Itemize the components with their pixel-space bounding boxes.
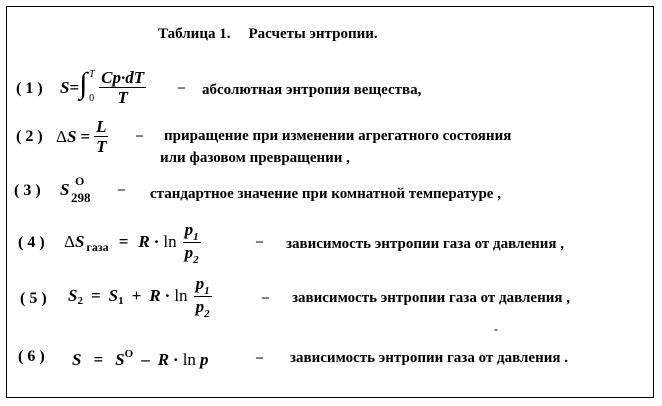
row-4-subscript: газа <box>86 239 109 254</box>
row-5-equals: = <box>90 286 101 305</box>
row-2-description-line2: или фазовом превращении , <box>160 150 350 166</box>
row-4-r: R <box>138 232 150 251</box>
row-2-number: ( 2 ) <box>16 128 43 145</box>
row-6-minus: – <box>141 350 150 369</box>
row-3-number: ( 3 ) <box>14 182 41 199</box>
row-5-subscript: 2 <box>77 295 83 307</box>
row-4-number: ( 4 ) <box>18 234 45 251</box>
row-6-dash: – <box>256 350 263 365</box>
row-5-lhs: S <box>68 286 78 305</box>
row-1-integral: ∫ T 0 <box>79 66 95 104</box>
row-1-formula <box>60 68 146 107</box>
row-6-s0: S <box>115 350 125 369</box>
row-5-formula <box>68 272 212 320</box>
row-2-dash: – <box>136 128 143 143</box>
row-2-description-line1: приращение при изменении агрегатного состояния <box>164 128 512 144</box>
row-1-lhs: S <box>60 77 70 97</box>
row-5-number: ( 5 ) <box>20 290 47 307</box>
row-1-equals: = <box>69 77 80 97</box>
row-2-equals: = <box>80 126 91 146</box>
row-6-dot: · <box>173 350 179 369</box>
row-4-ln: ln <box>163 232 177 251</box>
row-3-dash: – <box>118 182 125 197</box>
row-5-r: R <box>149 286 161 305</box>
row-1-description: абсолютная энтропия вещества, <box>202 82 422 98</box>
stray-mark: - <box>494 322 498 336</box>
row-5-ln: ln <box>174 286 188 305</box>
row-6-description: зависимость энтропии газа от давления . <box>290 350 568 366</box>
row-2-lhs: S <box>66 126 77 146</box>
row-6-lhs: S <box>72 350 82 369</box>
row-5-s1-subscript: 1 <box>118 295 124 307</box>
row-5-dash: – <box>262 290 269 305</box>
row-4-dot: · <box>153 232 160 251</box>
page-title <box>158 26 378 43</box>
row-5-dot: · <box>164 286 171 305</box>
row-3-formula <box>60 176 104 208</box>
row-6-formula <box>72 342 208 370</box>
row-6-superscript: O <box>124 348 134 360</box>
row-1-fraction <box>99 68 146 107</box>
row-5-plus: + <box>131 286 142 305</box>
row-6-r: R <box>157 350 170 369</box>
row-3-lhs: S <box>60 180 70 199</box>
row-6-equals: = <box>93 350 104 369</box>
row-4-fraction: $\frac{p_1}{p_2}$ <box>184 219 199 266</box>
row-3-description: стандартное значение при комнатной температуре , <box>150 186 501 202</box>
row-4-formula <box>64 218 201 266</box>
row-1-upper-limit: T <box>89 68 95 80</box>
row-2-delta: Δ <box>56 126 67 146</box>
row-6-p: p <box>199 350 209 369</box>
row-2-denominator: T <box>96 137 107 156</box>
row-2-fraction <box>94 117 108 156</box>
row-3-superscript: O <box>75 174 85 188</box>
row-4-lhs: S <box>74 232 85 251</box>
row-4-dash: – <box>256 234 263 249</box>
row-1-dash: – <box>178 80 185 95</box>
row-6-number: ( 6 ) <box>18 348 45 365</box>
row-2-numerator: L <box>96 117 107 136</box>
row-1-numerator: Cp·dT <box>101 68 145 87</box>
row-1-denominator: T <box>117 88 128 107</box>
table-title-text: Расчеты энтропии. <box>248 26 378 42</box>
row-6-ln: ln <box>182 350 196 369</box>
row-4-delta: Δ <box>64 232 75 251</box>
row-5-s1: S <box>108 286 119 305</box>
row-5-description: зависимость энтропии газа от давления , <box>292 290 570 306</box>
table-label: Таблица 1. <box>158 26 231 42</box>
row-5-fraction: $\frac{p_1}{p_2}$ <box>195 273 210 320</box>
row-1-lower-limit: 0 <box>89 92 95 104</box>
row-1-number: ( 1 ) <box>16 80 43 97</box>
row-4-equals: = <box>118 232 129 251</box>
row-4-description: зависимость энтропии газа от давления , <box>286 236 564 252</box>
row-2-formula <box>56 117 108 156</box>
row-3-subscript: 298 <box>71 190 91 205</box>
